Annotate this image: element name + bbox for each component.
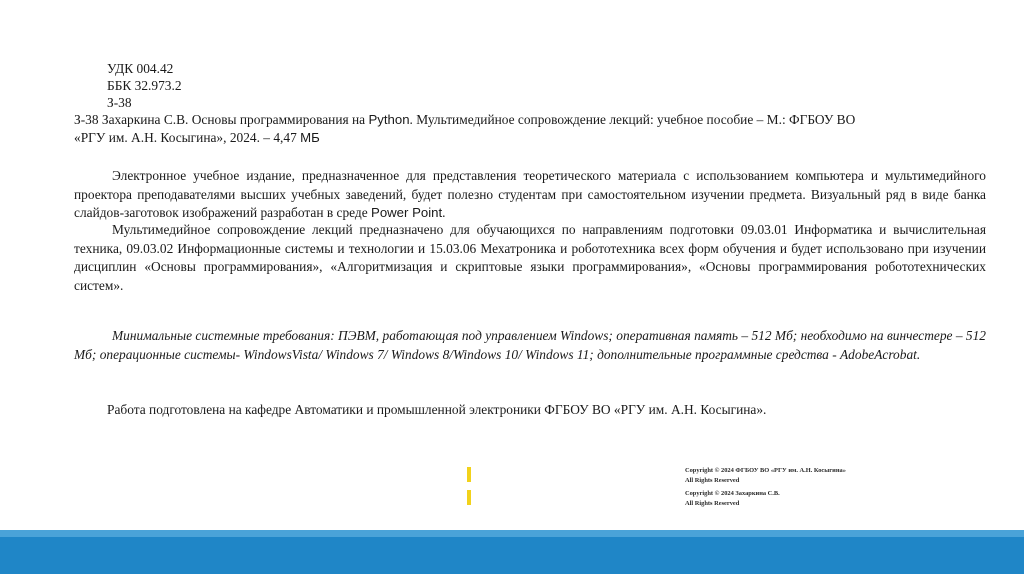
department-note: Работа подготовлена на кафедре Автоматики и промышленной электроники ФГБОУ ВО «РГУ им. А.Н. Косыгина». <box>107 402 767 417</box>
udk-code: УДК 004.42 <box>107 61 174 76</box>
description-text: Электронное учебное издание, предназначенное для представления теоретического материала с использованием компьютера и мультимедийного проектора преподавателями высших учебных заведений, будет полезно студентам при самостоятельном изучении предмета. Визуальный ряд в виде банка слайдов-заготовок изображений разработан в среде <box>74 168 986 221</box>
description-power-point: Power Point <box>371 205 443 221</box>
author-code: З-38 <box>107 95 132 110</box>
footer-bar <box>0 537 1024 574</box>
footer-accent-stripe <box>0 530 1024 537</box>
entry-part-2: . Мультимедийное сопровождение лекций: учебное пособие – М.: ФГБОУ ВО <box>409 112 856 127</box>
audience-paragraph <box>74 221 986 295</box>
copyright-block <box>685 466 846 509</box>
entry-size-unit: МБ <box>300 130 320 145</box>
bbk-code: ББК 32.973.2 <box>107 78 182 93</box>
yellow-marker-bottom <box>467 490 471 505</box>
copyright-line-author: Copyright © 2024 Захаркина С.В. <box>685 490 780 497</box>
description-paragraph <box>74 167 986 223</box>
system-requirements-text: Минимальные системные требования: ПЭВМ, работающая под управлением Windows; оперативная память – 512 Мб; необходимо на винчестере – 512 Мб; операционные системы- WindowsVista/ Windows 7/ Windows 8/Windows 10/ Windows 11; дополнительные программные средства - AdobeAcrobat. <box>74 328 986 362</box>
rights-reserved-1: All Rights Reserved <box>685 477 740 484</box>
entry-part-3: «РГУ им. А.Н. Косыгина», 2024. – 4,47 <box>74 130 301 145</box>
bibliographic-entry <box>74 111 974 147</box>
entry-python: Python <box>368 112 410 127</box>
system-requirements-paragraph <box>74 327 986 364</box>
audience-text: Мультимедийное сопровождение лекций предназначено для обучающихся по направлениям подготовки 09.03.01 Информатика и вычислительная техника, 09.03.02 Информационные системы и технологии и 15.03.06 Мехатроника и робототехника всех форм обучения и будет использовано при изучении дисциплин «Основы программирования», «Алгоритмизация и скриптовые языки программирования», «Основы программирования робототехнических систем». <box>74 222 986 293</box>
entry-part-1: З-38 Захаркина С.В. Основы программирования на <box>74 112 369 127</box>
bibliographic-codes <box>107 60 182 111</box>
description-end: . <box>442 205 446 221</box>
copyright-line-university: Copyright © 2024 ФГБОУ ВО «РГУ им. А.Н. Косыгина» <box>685 467 846 474</box>
rights-reserved-2: All Rights Reserved <box>685 500 740 507</box>
yellow-marker-top <box>467 467 471 482</box>
